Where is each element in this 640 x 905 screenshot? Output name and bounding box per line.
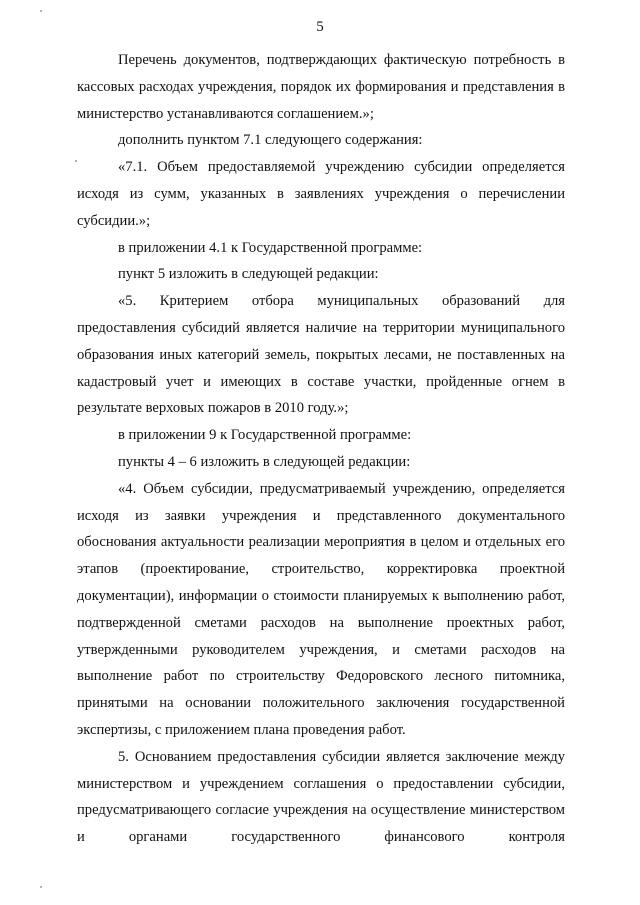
paragraph-point-7-1: «7.1. Объем предоставляемой учреждению субсидии определяется исходя из сумм, указанных в заявлениях учреждения о перечислении субсидии.»; bbox=[77, 159, 565, 229]
paragraph-appendix-4-1: в приложении 4.1 к Государственной программе: bbox=[118, 239, 423, 256]
paragraph-point-5-edit: пункт 5 изложить в следующей редакции: bbox=[118, 266, 379, 283]
paragraph-point-5-criterion: «5. Критерием отбора муниципальных образований для предоставления субсидий является наличие на территории муниципального образования иных категорий земель, покрытых лесами, не поставленных на кадастровый учет и имеющих в составе участки, пройденные огнем в результате верховых пожаров в 2010 году.»; bbox=[77, 293, 565, 417]
paragraph-add-point-7-1: дополнить пунктом 7.1 следующего содержания: bbox=[118, 132, 423, 149]
scan-speck bbox=[40, 10, 42, 12]
paragraph-point-4-subsidy-volume: «4. Объем субсидии, предусматриваемый учреждению, определяется исходя из заявки учреждения и представленного документального обоснования актуальности реализации мероприятия в целом и отдельных его этапов (проектирование, строительство, корректировка проектной документации), информации о стоимости планируемых к выполнению работ, подтвержденной сметами расходов на выполнение проектных работ, утвержденными руководителем учреждения, и сметами расходов на выполнение работ по строительству Федоровского лесного питомника, принятыми на основании положительного заключения государственной экспертизы, с приложением плана проведения работ. bbox=[77, 480, 565, 738]
paragraph-points-4-6-edit: пункты 4 – 6 изложить в следующей редакции: bbox=[118, 453, 411, 470]
document-body bbox=[77, 47, 565, 851]
scan-speck bbox=[40, 886, 42, 888]
paragraph-documents-list: Перечень документов, подтверждающих фактическую потребность в кассовых расходах учреждения, порядок их формирования и представления в министерство устанавливаются соглашением.»; bbox=[77, 52, 565, 122]
paragraph-point-5-subsidy-basis: 5. Основанием предоставления субсидии является заключение между министерством и учреждением соглашения о предоставлении субсидии, предусматривающего согласие учреждения на осуществление министерством и органами государственного финансового контроля bbox=[77, 748, 565, 846]
page-number: 5 bbox=[316, 19, 324, 35]
paragraph-appendix-9: в приложении 9 к Государственной программе: bbox=[118, 427, 412, 444]
